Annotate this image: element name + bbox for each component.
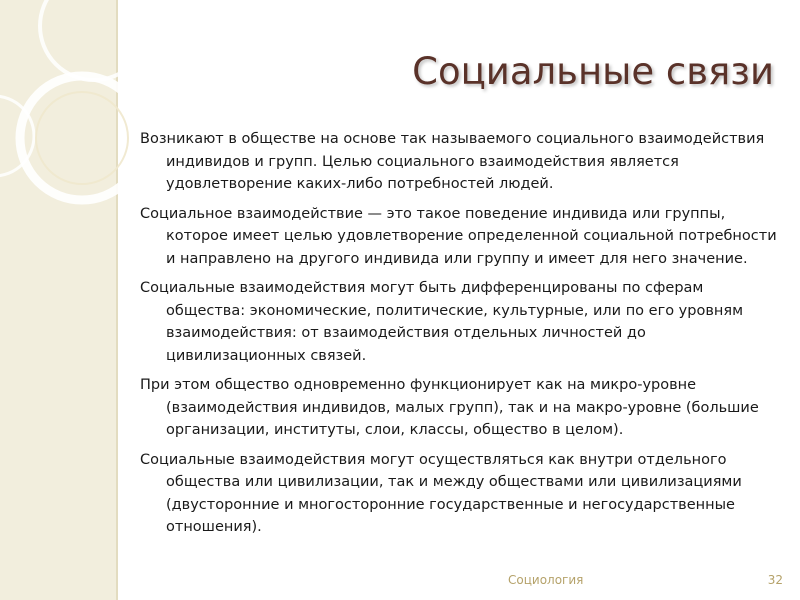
body-paragraph: Возникают в обществе на основе так называемого социального взаимодействия индивидов и групп. Целью социального взаимодействия является удовлетворение каких-либо потребностей людей. [140,131,765,192]
body-paragraph: Социальные взаимодействия могут осуществляться как внутри отдельного общества или цивилизации, так и между обществами или цивилизациями (двусторонние и многосторонние государственные и негосударственные отношения). [140,451,742,535]
slide-title: Социальные связи [412,50,774,93]
large-ring [20,76,144,200]
slide-number: 32 [767,573,783,587]
body-paragraph: Социальные взаимодействия могут быть дифференцированы по сферам общества: экономические, политические, культурные, или по его уровням взаимодействия: от взаимодействия отдельных личностей до цивилизационных связей. [140,280,744,364]
inner-ring [36,92,128,184]
body-paragraph: Социальное взаимодействие — это такое поведение индивида или группы, которое имеет целью удовлетворение определенной социальной потребности и направлено на другого индивида или группу и имеет для него значение. [140,205,777,267]
upper-ring [40,0,148,80]
body-paragraph: При этом общество одновременно функционирует как на микро-уровне (взаимодействия индивидов, малых групп), так и на макро-уровне (большие организации, институты, слои, классы, общество в целом). [140,377,759,438]
slide-body [140,128,780,546]
footer-subject: Социология [508,573,584,587]
